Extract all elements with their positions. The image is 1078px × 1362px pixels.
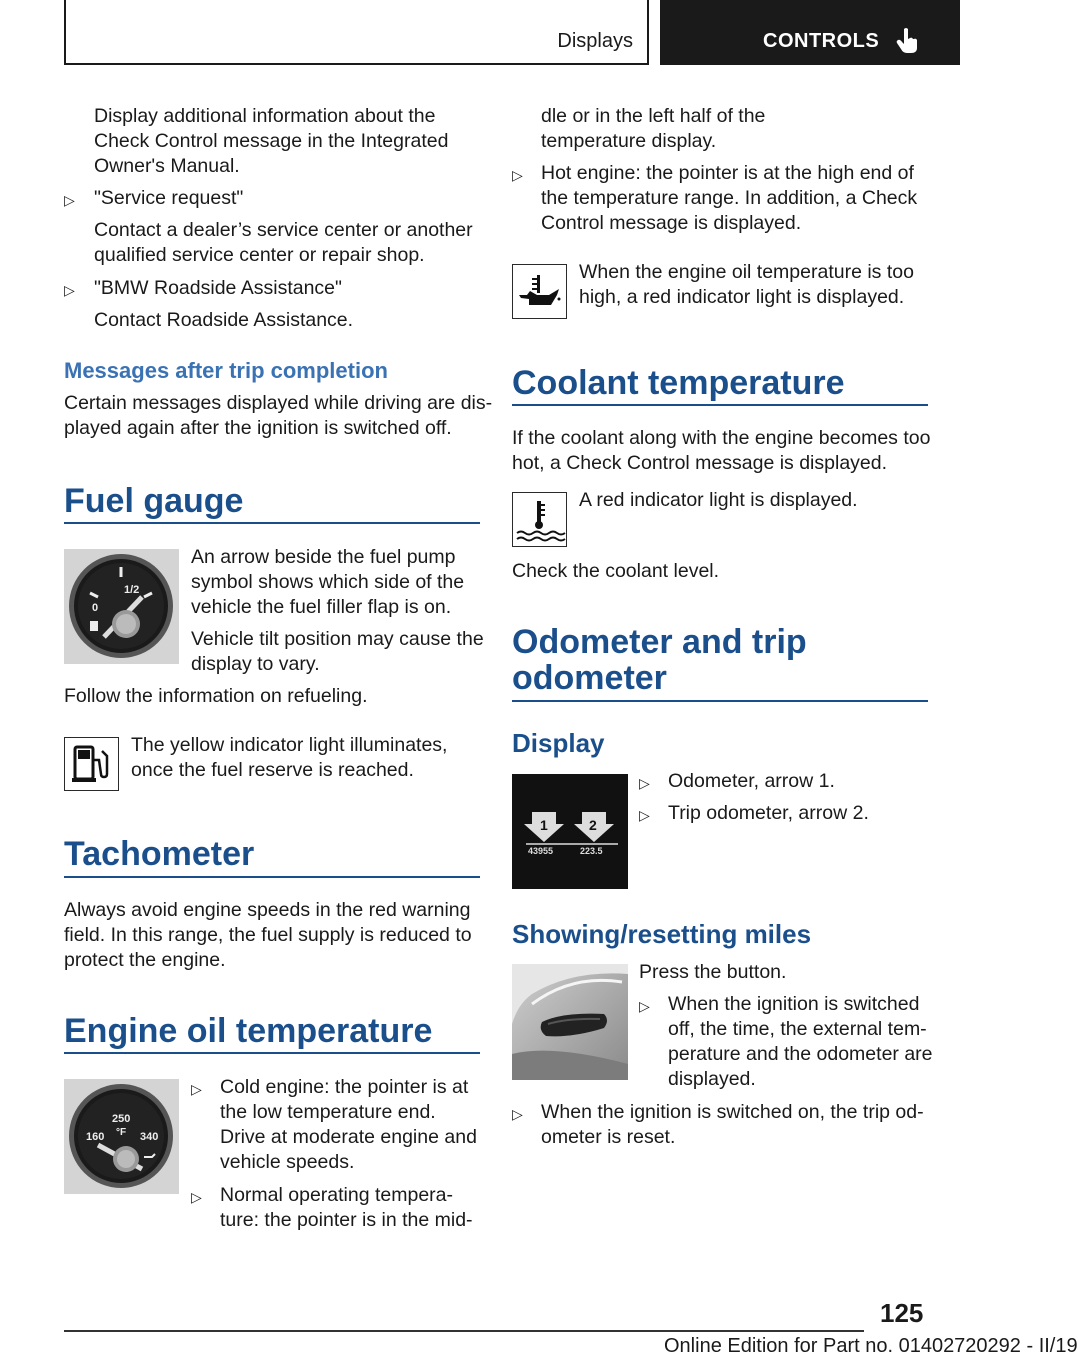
coolant-check-text: Check the coolant level.: [512, 560, 720, 582]
messages-text-2: played again after the ignition is switched off.: [64, 417, 452, 439]
cont-line-2: temperature display.: [541, 130, 717, 152]
heading-rule: [64, 1052, 480, 1054]
reset-bullet2-1: When the ignition is switched on, the trip od‐: [541, 1101, 924, 1123]
odometer-bullet: Odometer, arrow 1.: [668, 770, 835, 792]
trip-value: 223.5: [580, 846, 603, 856]
oil-temp-heading: Engine oil temperature: [64, 1012, 433, 1050]
footer-edition: Online Edition for Part no. 01402720292 - II/19: [664, 1335, 1078, 1357]
bullet-icon: ▷: [191, 1189, 202, 1205]
fuel-indicator-text-2: once the fuel reserve is reached.: [131, 759, 414, 781]
cold-engine-1: Cold engine: the pointer is at: [220, 1076, 469, 1098]
reset-button-image: [512, 964, 628, 1080]
odo-arrow-1-label: 1: [540, 817, 548, 833]
chapter-label: CONTROLS: [763, 30, 880, 52]
intro-line-1: Display additional information about the: [94, 105, 436, 127]
bullet-icon: ▷: [639, 998, 650, 1014]
reset-intro: Press the button.: [639, 961, 787, 983]
reset-bullet1-2: off, the time, the external tem‐: [668, 1018, 927, 1040]
section-title: Displays: [557, 30, 633, 52]
normal-op-2: ture: the pointer is in the mid‐: [220, 1209, 473, 1231]
roadside-label: "BMW Roadside Assistance": [94, 277, 342, 299]
service-request-label: "Service request": [94, 187, 244, 209]
hot-engine-2: the temperature range. In addition, a Check: [541, 187, 918, 209]
roadside-desc: Contact Roadside Assistance.: [94, 309, 354, 331]
fuel-pump-icon: [64, 737, 119, 791]
coolant-light-text: A red indicator light is displayed.: [579, 489, 858, 511]
reset-bullet2-2: ometer is reset.: [541, 1126, 676, 1148]
gauge-unit-label: °F: [116, 1127, 127, 1138]
bullet-icon: ▷: [64, 192, 75, 208]
reset-bullet1-4: displayed.: [668, 1068, 756, 1090]
page-number: 125: [880, 1298, 924, 1328]
bullet-icon: ▷: [512, 1106, 523, 1122]
reset-bullet1-3: perature and the odometer are: [668, 1043, 933, 1065]
gauge-160-label: 160: [86, 1131, 105, 1143]
odometer-display-image: [512, 774, 628, 889]
reset-bullet1-1: When the ignition is switched: [668, 993, 920, 1015]
oil-light-text-1: When the engine oil temperature is too: [579, 261, 914, 283]
tach-text-2: field. In this range, the fuel supply is reduced to: [64, 924, 472, 946]
gauge-340-label: 340: [140, 1131, 159, 1143]
cont-line-1: dle or in the left half of the: [541, 105, 766, 127]
gauge-half-label: 1/2: [124, 584, 140, 596]
cold-engine-4: vehicle speeds.: [220, 1151, 355, 1173]
heading-rule: [512, 700, 928, 702]
gauge-zero-label: 0: [92, 602, 99, 614]
heading-rule: [512, 404, 928, 406]
fuel-indicator-text-1: The yellow indicator light illuminates,: [131, 734, 448, 756]
bullet-icon: ▷: [639, 775, 650, 791]
odo-arrow-2-label: 2: [589, 817, 597, 833]
hot-engine-3: Control message is displayed.: [541, 212, 802, 234]
cold-engine-2: the low temperature end.: [220, 1101, 436, 1123]
oil-can-icon: [512, 264, 567, 319]
hot-engine-1: Hot engine: the pointer is at the high end of: [541, 162, 914, 184]
fuel-tilt-1: Vehicle tilt position may cause the: [191, 628, 484, 650]
bullet-icon: ▷: [639, 807, 650, 823]
coolant-text-2: hot, a Check Control message is displayed.: [512, 452, 888, 474]
coolant-text-1: If the coolant along with the engine becomes too: [512, 427, 931, 449]
odo-value: 43955: [528, 846, 554, 856]
fuel-refuel-text: Follow the information on refueling.: [64, 685, 368, 707]
gauge-250-label: 250: [112, 1113, 131, 1125]
intro-line-3: Owner's Manual.: [94, 155, 240, 177]
fuel-text-3: vehicle the fuel filler flap is on.: [191, 596, 452, 618]
fuel-text-2: symbol shows which side of the: [191, 571, 465, 593]
tach-text-3: protect the engine.: [64, 949, 226, 971]
fuel-text-1: An arrow beside the fuel pump: [191, 546, 456, 568]
service-request-desc-1: Contact a dealer’s service center or another: [94, 219, 473, 241]
odometer-heading-1: Odometer and trip: [512, 623, 807, 661]
messages-text-1: Certain messages displayed while driving are dis‐: [64, 392, 493, 414]
trip-odometer-bullet: Trip odometer, arrow 2.: [668, 802, 869, 824]
header-frame: [64, 0, 649, 65]
tachometer-heading: Tachometer: [64, 835, 255, 873]
coolant-heading: Coolant temperature: [512, 364, 845, 402]
bullet-icon: ▷: [191, 1081, 202, 1097]
fuel-gauge-heading: Fuel gauge: [64, 482, 244, 520]
odometer-heading-2: odometer: [512, 659, 667, 697]
display-heading: Display: [512, 728, 605, 758]
cold-engine-3: Drive at moderate engine and: [220, 1126, 477, 1148]
normal-op-1: Normal operating tempera‐: [220, 1184, 454, 1206]
chapter-tab[interactable]: [660, 0, 960, 65]
footer-rule: [64, 1330, 864, 1332]
heading-rule: [64, 522, 480, 524]
bullet-icon: ▷: [512, 167, 523, 183]
oil-temp-gauge-image: [64, 1079, 179, 1194]
reset-heading: Showing/resetting miles: [512, 919, 812, 949]
heading-rule: [64, 876, 480, 878]
service-request-desc-2: qualified service center or repair shop.: [94, 244, 425, 266]
tach-text-1: Always avoid engine speeds in the red warning: [64, 899, 471, 921]
fuel-gauge-image: [64, 549, 179, 664]
oil-light-text-2: high, a red indicator light is displayed.: [579, 286, 905, 308]
coolant-thermometer-icon: [512, 492, 567, 547]
intro-line-2: Check Control message in the Integrated: [94, 130, 449, 152]
messages-heading: Messages after trip completion: [64, 358, 388, 383]
fuel-tilt-2: display to vary.: [191, 653, 320, 675]
pointing-hand-icon: [896, 27, 920, 55]
bullet-icon: ▷: [64, 282, 75, 298]
